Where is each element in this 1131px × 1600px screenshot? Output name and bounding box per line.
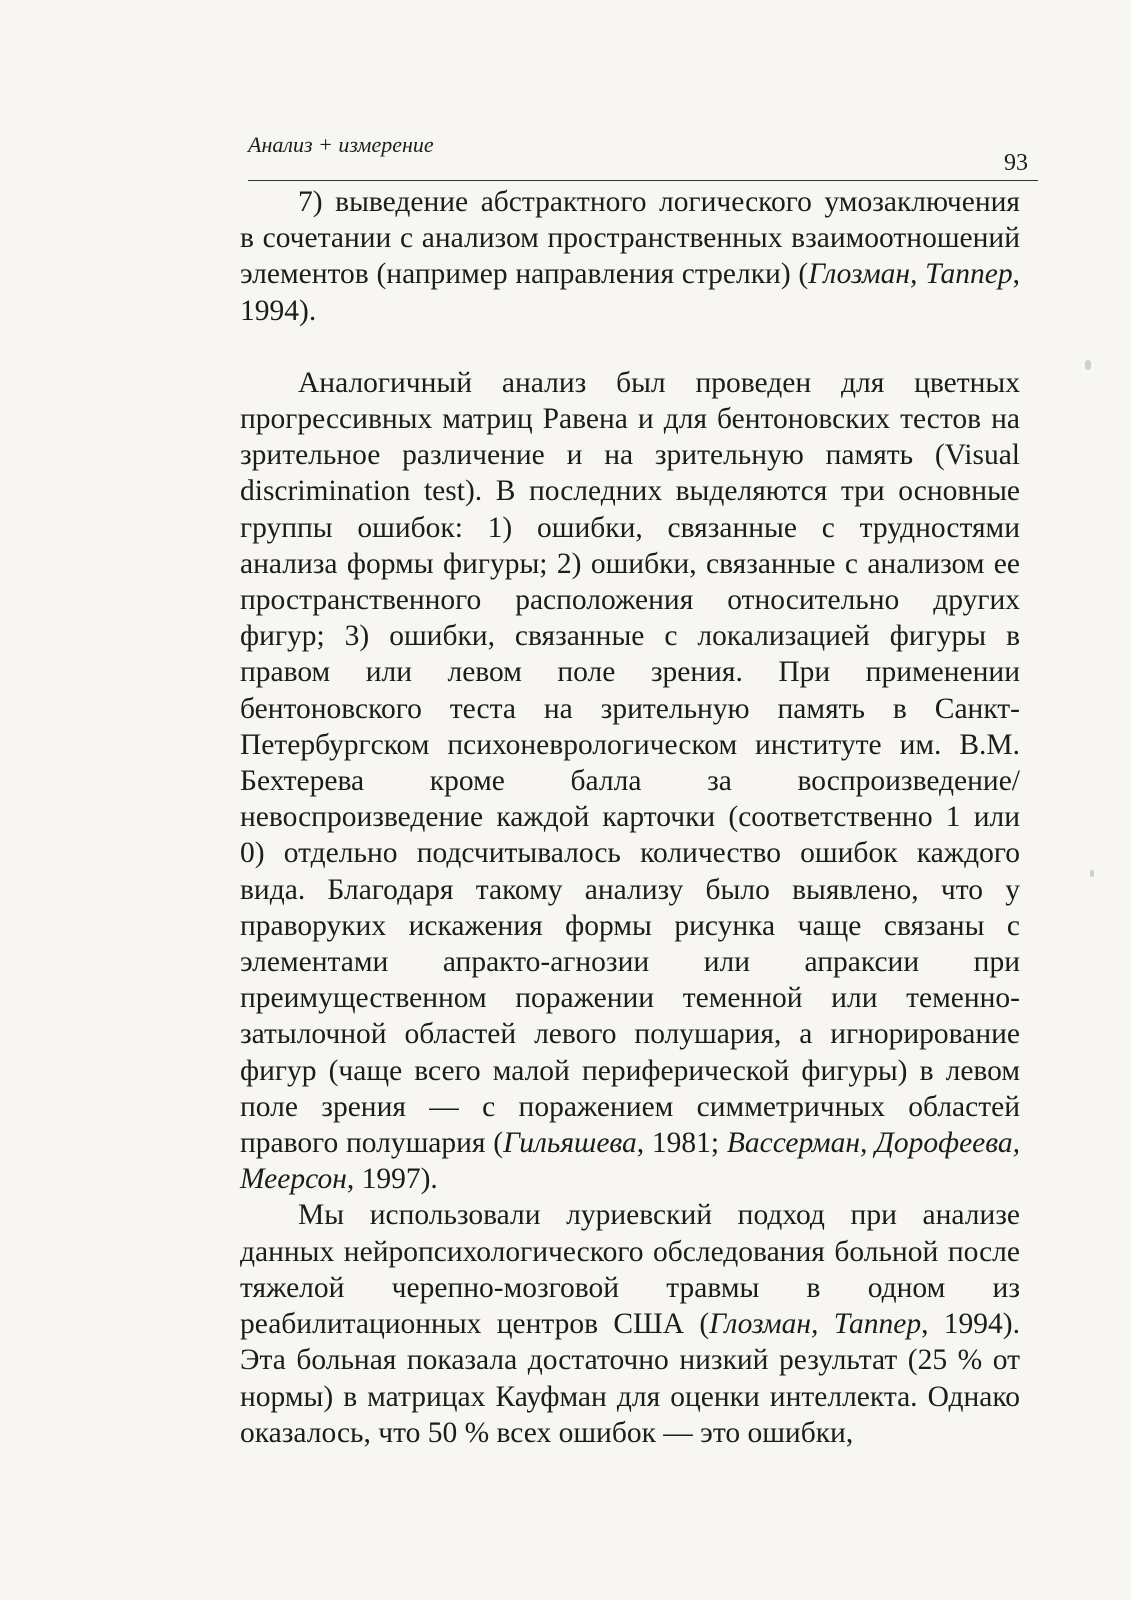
running-header	[248, 128, 1038, 181]
citation-authors: Глозман, Таппер	[709, 1308, 922, 1341]
citation-authors: Глозман, Таппер	[808, 258, 1013, 291]
body-text	[240, 184, 1020, 1451]
paragraph-1	[240, 184, 1020, 329]
citation-authors: Гильяшева	[503, 1127, 637, 1160]
text-segment: 7) выведение абстрактного логического умозаключения в сочетании с анализом пространственных взаимоотношений элементов (например направления стрелки) (	[240, 186, 1020, 291]
text-segment: , 1994). Эта больная показала достаточно низкий результат (25 % от нормы) в матрицах Кауфман для оценки интеллекта. Однако оказалось, что 50 % всех ошибок — это ошибки,	[240, 1308, 1020, 1449]
text-segment: , 1994).	[240, 258, 1020, 327]
text-segment: , 1981;	[636, 1127, 727, 1160]
scan-speck	[1085, 360, 1091, 370]
text-segment: , 1997).	[346, 1163, 438, 1196]
citation-authors: Вассерман, Дорофеева, Меерсон	[240, 1127, 1020, 1196]
running-title: Анализ + измерение	[248, 132, 434, 157]
page-number: 93	[1004, 150, 1028, 176]
paragraph-2	[240, 365, 1020, 1198]
scan-speck	[1090, 870, 1094, 877]
text-segment: Мы использовали луриевский подход при анализе данных нейропсихологического обследования больной после тяжелой черепно-мозговой травмы в одном из реабилитационных центров США (	[240, 1199, 1020, 1341]
paragraph-3	[240, 1197, 1020, 1450]
text-segment: Аналогичный анализ был проведен для цветных прогрессивных матриц Равена и для бентоновских тестов на зрительное различение и на зрительную память (Visual discrimination test). В последних выделяются три основные группы ошибок: 1) ошибки, связанные с трудностями анализа формы фигуры; 2) ошибки, связанные с анализом ее пространственного расположения относительно других фигур; 3) ошибки, связанные с локализацией фигуры в правом или левом поле зрения. При применении бентоновского теста на зрительную память в Санкт-Петербургском психоневрологическом институте им. В.М. Бехтерева кроме балла за воспроизведение/невоспроизведение каждой карточки (соответственно 1 или 0) отдельно подсчитывалось количество ошибок каждого вида. Благодаря такому анализу было выявлено, что у праворуких искажения формы рисунка чаще связаны с элементами апракто-агнозии или апраксии при преимущественном поражении теменной или теменно-затылочной областей левого полушария, а игнорирование фигур (чаще всего малой периферической фигуры) в левом поле зрения — с поражением симметричных областей правого полушария (	[240, 366, 1020, 1160]
